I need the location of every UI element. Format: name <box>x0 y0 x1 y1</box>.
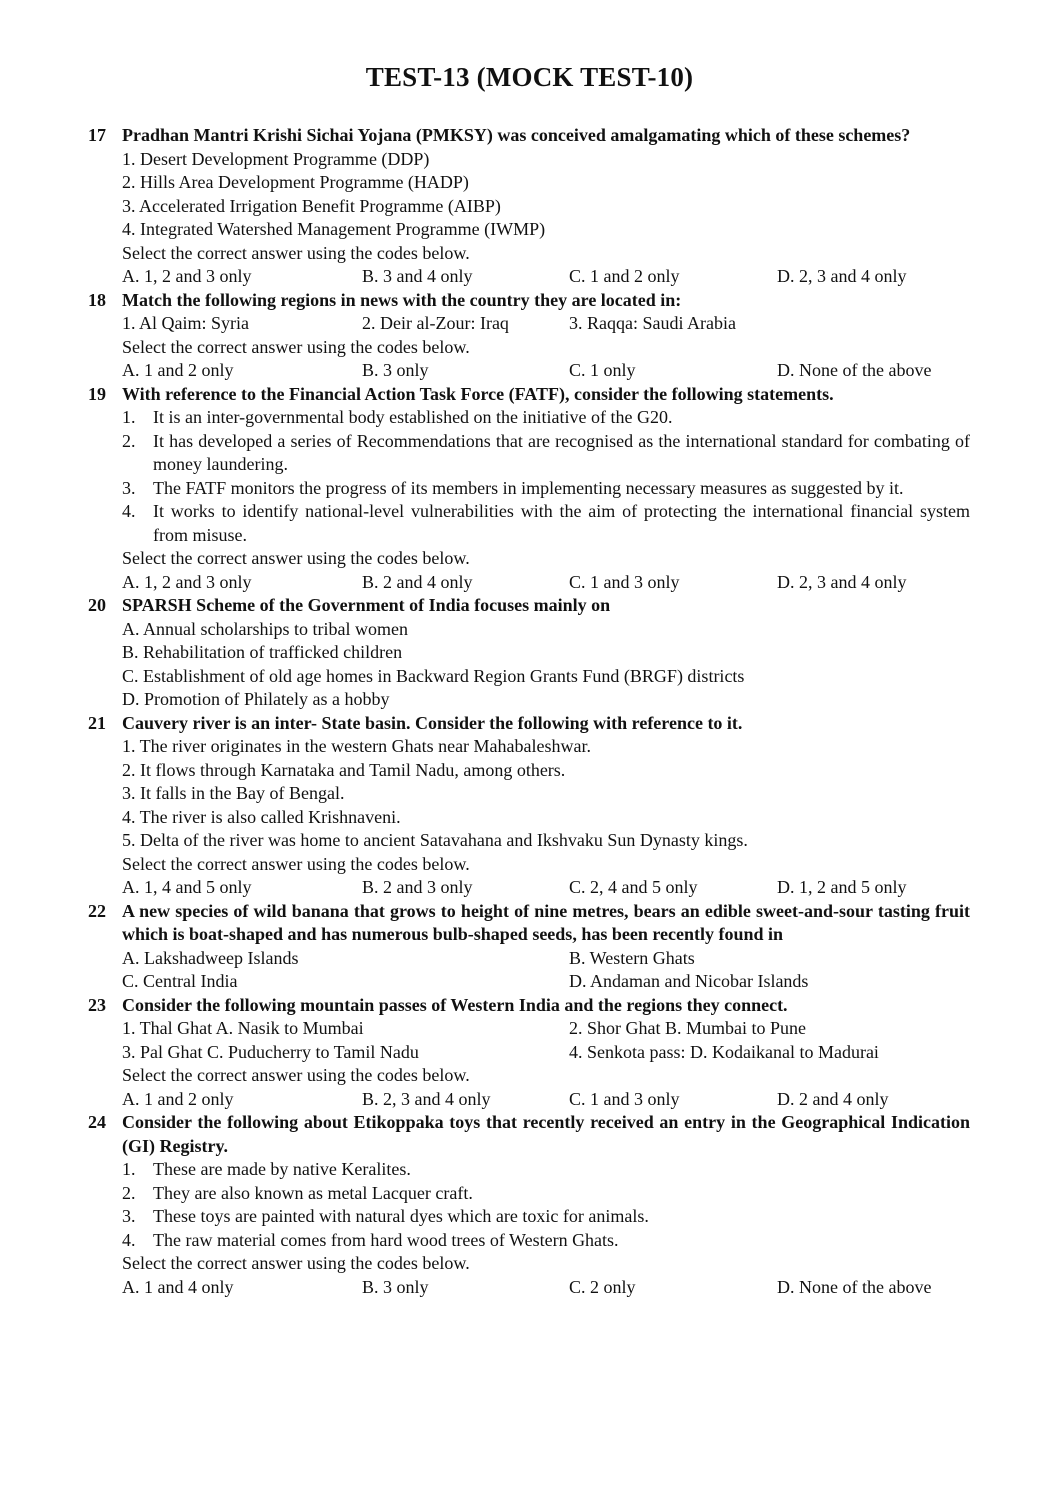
statements-row-1 <box>122 1017 970 1041</box>
answer-options <box>122 1276 970 1300</box>
question-text: Consider the following mountain passes of Western India and the regions they connect. <box>122 994 788 1015</box>
option-a: A. 1 and 2 only <box>122 1088 234 1109</box>
option-c: C. 1 and 3 only <box>569 1088 680 1109</box>
option-d: D. 1, 2 and 5 only <box>777 877 907 897</box>
instruction: Select the correct answer using the codes below. <box>122 853 470 874</box>
instruction: Select the correct answer using the codes below. <box>122 336 470 357</box>
instruction: Select the correct answer using the codes below. <box>122 242 470 263</box>
statement <box>122 406 970 430</box>
statement-text: They are also known as metal Lacquer craft. <box>153 1182 473 1203</box>
statement <box>122 1205 970 1229</box>
statement <box>122 500 970 547</box>
question-text: Pradhan Mantri Krishi Sichai Yojana (PMKSY) was conceived amalgamating which of these schemes? <box>122 125 911 145</box>
question-22 <box>88 900 970 994</box>
question-number: 17 <box>88 125 106 145</box>
statement: 2. Hills Area Development Programme (HADP) <box>122 172 469 192</box>
answer-options <box>122 265 970 289</box>
question-number: 22 <box>88 900 106 921</box>
question-23 <box>88 994 970 1112</box>
statement-text: These toys are painted with natural dyes which are toxic for animals. <box>153 1206 649 1226</box>
option-c: C. 1 and 3 only <box>569 571 680 592</box>
questions-list <box>88 124 970 1299</box>
instruction: Select the correct answer using the codes below. <box>122 548 470 568</box>
option-a: A. 1 and 4 only <box>122 1276 234 1297</box>
option-b: B. Western Ghats <box>569 947 695 968</box>
statement <box>122 1182 970 1206</box>
statement <box>122 1158 970 1182</box>
answer-options-row-2 <box>122 970 970 994</box>
statement-text: The FATF monitors the progress of its members in implementing necessary measures as suggested by it. <box>153 477 904 498</box>
statement-text: It is an inter-governmental body established on the initiative of the G20. <box>153 407 673 427</box>
statement-number: 4. <box>122 1229 136 1250</box>
option-d: D. None of the above <box>777 1276 932 1297</box>
statement: 3. Accelerated Irrigation Benefit Programme (AIBP) <box>122 195 501 216</box>
statement-number: 3. <box>122 1206 136 1226</box>
answer-options-row-1 <box>122 947 970 971</box>
question-number: 23 <box>88 994 106 1015</box>
answer-options <box>122 571 970 595</box>
question-17 <box>88 124 970 289</box>
option-b: B. 3 only <box>362 1276 429 1297</box>
question-24 <box>88 1111 970 1299</box>
option-c: C. 2 only <box>569 1276 636 1297</box>
statement-text: These are made by native Keralites. <box>153 1159 411 1179</box>
option-d: D. 2, 3 and 4 only <box>777 266 907 286</box>
question-number: 24 <box>88 1112 106 1132</box>
statement: 2. Deir al-Zour: Iraq <box>362 313 509 333</box>
question-18 <box>88 289 970 383</box>
statement-number: 2. <box>122 1182 136 1203</box>
question-text: Consider the following about Etikoppaka toys that recently received an entry in the Geographical Indication (GI) Registry. <box>122 1112 970 1156</box>
question-21 <box>88 712 970 900</box>
option-c: C. 2, 4 and 5 only <box>569 877 698 897</box>
option-a: A. Lakshadweep Islands <box>122 947 299 968</box>
statement-text: The raw material comes from hard wood trees of Western Ghats. <box>153 1229 619 1250</box>
option-b: B. 2, 3 and 4 only <box>362 1088 491 1109</box>
option-a: A. 1, 2 and 3 only <box>122 266 252 286</box>
answer-options <box>122 1088 970 1112</box>
option-a: A. 1, 4 and 5 only <box>122 877 252 897</box>
statement-number: 4. <box>122 501 136 521</box>
statement: 1. Thal Ghat A. Nasik to Mumbai <box>122 1018 364 1038</box>
statement <box>122 1229 970 1253</box>
page-title: TEST-13 (MOCK TEST-10) <box>365 62 694 92</box>
question-19 <box>88 383 970 595</box>
statement-number: 2. <box>122 430 136 451</box>
option-b: B. 2 and 3 only <box>362 877 473 897</box>
option-c: C. Establishment of old age homes in Backward Region Grants Fund (BRGF) districts <box>122 665 745 686</box>
statement: 3. It falls in the Bay of Bengal. <box>122 783 345 803</box>
option-b: B. 2 and 4 only <box>362 571 473 592</box>
statement-number: 1. <box>122 1159 136 1179</box>
statement: 1. Desert Development Programme (DDP) <box>122 148 430 169</box>
statement <box>122 477 970 501</box>
statement: 1. The river originates in the western Ghats near Mahabaleshwar. <box>122 736 592 756</box>
question-text: Cauvery river is an inter- State basin. Consider the following with reference to it. <box>122 712 743 733</box>
option-b: B. 3 only <box>362 360 429 380</box>
option-d: D. Andaman and Nicobar Islands <box>569 971 809 991</box>
question-number: 19 <box>88 383 106 404</box>
statement: 2. It flows through Karnataka and Tamil Nadu, among others. <box>122 759 566 780</box>
question-text: SPARSH Scheme of the Government of India focuses mainly on <box>122 595 611 615</box>
option-a: A. 1 and 2 only <box>122 360 234 380</box>
statement: 3. Raqqa: Saudi Arabia <box>569 313 736 333</box>
statement-text: It works to identify national-level vulnerabilities with the aim of protecting the international financial system from misuse. <box>153 501 970 545</box>
option-d: D. None of the above <box>777 360 932 380</box>
statements-list <box>122 1158 970 1252</box>
statement: 4. Senkota pass: D. Kodaikanal to Madurai <box>569 1041 879 1062</box>
statement-text: It has developed a series of Recommendations that are recognised as the international standard for combating of money laundering. <box>153 430 970 474</box>
option-b: B. 3 and 4 only <box>362 266 473 286</box>
question-number: 18 <box>88 289 106 310</box>
instruction: Select the correct answer using the codes below. <box>122 1065 470 1085</box>
question-number: 20 <box>88 595 106 615</box>
statement: 2. Shor Ghat B. Mumbai to Pune <box>569 1018 806 1038</box>
statement: 3. Pal Ghat C. Puducherry to Tamil Nadu <box>122 1041 419 1062</box>
option-d: D. Promotion of Philately as a hobby <box>122 689 390 709</box>
statement <box>122 430 970 477</box>
question-text: A new species of wild banana that grows to height of nine metres, bears an edible sweet-and-sour tasting fruit which is boat-shaped and has numerous bulb-shaped seeds, has been recently found in <box>122 900 970 944</box>
option-b: B. Rehabilitation of trafficked children <box>122 642 403 662</box>
statement-number: 1. <box>122 407 136 427</box>
statements-row-2 <box>122 1041 970 1065</box>
statement-number: 3. <box>122 477 136 498</box>
statement: 5. Delta of the river was home to ancient Satavahana and Ikshvaku Sun Dynasty kings. <box>122 830 748 850</box>
option-a: A. Annual scholarships to tribal women <box>122 618 408 639</box>
option-c: C. 1 and 2 only <box>569 266 680 286</box>
question-text: With reference to the Financial Action Task Force (FATF), consider the following statements. <box>122 383 834 404</box>
statement: 4. The river is also called Krishnaveni. <box>122 806 401 827</box>
statements-row <box>122 312 970 336</box>
instruction: Select the correct answer using the codes below. <box>122 1253 470 1273</box>
statement: 4. Integrated Watershed Management Programme (IWMP) <box>122 219 546 239</box>
question-20 <box>88 594 970 712</box>
answer-options <box>122 359 970 383</box>
statement: 1. Al Qaim: Syria <box>122 313 249 333</box>
statements-list <box>122 406 970 547</box>
option-d: D. 2, 3 and 4 only <box>777 571 907 592</box>
option-d: D. 2 and 4 only <box>777 1088 889 1109</box>
option-c: C. Central India <box>122 971 238 991</box>
answer-options <box>122 876 970 900</box>
question-text: Match the following regions in news with the country they are located in: <box>122 289 682 310</box>
question-number: 21 <box>88 712 106 733</box>
option-c: C. 1 only <box>569 360 636 380</box>
option-a: A. 1, 2 and 3 only <box>122 571 252 592</box>
